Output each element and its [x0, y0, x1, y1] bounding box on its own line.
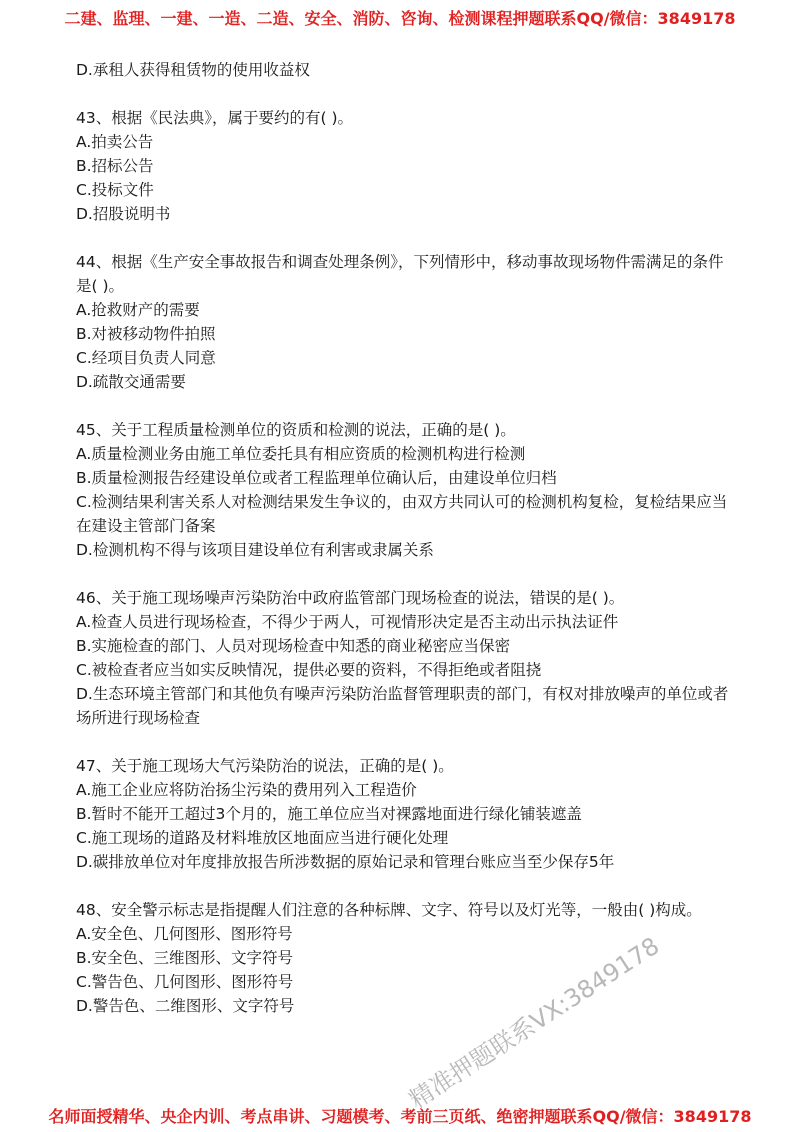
- question-stem: 45、关于工程质量检测单位的资质和检测的说法，正确的是( )。: [76, 421, 516, 439]
- question-44: [76, 250, 736, 394]
- question-46: [76, 586, 736, 730]
- header-banner: 二建、监理、一建、一造、二造、安全、消防、咨询、检测课程押题联系QQ/微信：3849178: [64, 9, 736, 28]
- option-c: C.被检查者应当如实反映情况，提供必要的资料，不得拒绝或者阻挠: [76, 661, 542, 679]
- question-content: [76, 58, 736, 1018]
- question-stem: 43、根据《民法典》，属于要约的有( )。: [76, 109, 353, 127]
- option-d: D.警告色、二维图形、文字符号: [76, 997, 295, 1015]
- option-b: B.安全色、三维图形、文字符号: [76, 949, 294, 967]
- footer-banner: 名师面授精华、央企内训、考点串讲、习题模考、考前三页纸、绝密押题联系QQ/微信：3849178: [48, 1107, 752, 1126]
- option-d: D.碳排放单位对年度排放报告所涉数据的原始记录和管理台账应当至少保存5年: [76, 853, 615, 871]
- option-d: D.招股说明书: [76, 205, 171, 223]
- question-stem: 44、根据《生产安全事故报告和调查处理条例》，下列情形中，移动事故现场物件需满足的条件是( )。: [76, 253, 724, 295]
- option-d: D.生态环境主管部门和其他负有噪声污染防治监督管理职责的部门，有权对排放噪声的单位或者场所进行现场检查: [76, 685, 729, 727]
- watermark-text: 精准押题联系VX:3849178: [404, 931, 665, 1115]
- option-d: D.检测机构不得与该项目建设单位有利害或隶属关系: [76, 541, 434, 559]
- carryover-option: D.承租人获得租赁物的使用收益权: [76, 61, 310, 79]
- option-c: C.施工现场的道路及材料堆放区地面应当进行硬化处理: [76, 829, 449, 847]
- option-d: D.疏散交通需要: [76, 373, 186, 391]
- question-48: [76, 898, 736, 1018]
- question-stem: 47、关于施工现场大气污染防治的说法，正确的是( )。: [76, 757, 454, 775]
- option-b: B.对被移动物件拍照: [76, 325, 216, 343]
- option-a: A.检查人员进行现场检查，不得少于两人，可视情形决定是否主动出示执法证件: [76, 613, 619, 631]
- question-45: [76, 418, 736, 562]
- question-43: [76, 106, 736, 226]
- question-stem: 46、关于施工现场噪声污染防治中政府监管部门现场检查的说法，错误的是( )。: [76, 589, 625, 607]
- option-b: B.招标公告: [76, 157, 154, 175]
- option-c: C.投标文件: [76, 181, 154, 199]
- option-a: A.施工企业应将防治扬尘污染的费用列入工程造价: [76, 781, 417, 799]
- option-b: B.质量检测报告经建设单位或者工程监理单位确认后，由建设单位归档: [76, 469, 557, 487]
- question-47: [76, 754, 736, 874]
- option-b: B.暂时不能开工超过3个月的，施工单位应当对裸露地面进行绿化铺装遮盖: [76, 805, 582, 823]
- option-b: B.实施检查的部门、人员对现场检查中知悉的商业秘密应当保密: [76, 637, 511, 655]
- option-a: A.抢救财产的需要: [76, 301, 200, 319]
- option-c: C.检测结果利害关系人对检测结果发生争议的，由双方共同认可的检测机构复检，复检结果应当在建设主管部门备案: [76, 493, 728, 535]
- option-a: A.质量检测业务由施工单位委托具有相应资质的检测机构进行检测: [76, 445, 526, 463]
- option-c: C.经项目负责人同意: [76, 349, 216, 367]
- option-a: A.拍卖公告: [76, 133, 154, 151]
- option-c: C.警告色、几何图形、图形符号: [76, 973, 294, 991]
- question-stem: 48、安全警示标志是指提醒人们注意的各种标牌、文字、符号以及灯光等，一般由( )构成。: [76, 901, 702, 919]
- option-a: A.安全色、几何图形、图形符号: [76, 925, 293, 943]
